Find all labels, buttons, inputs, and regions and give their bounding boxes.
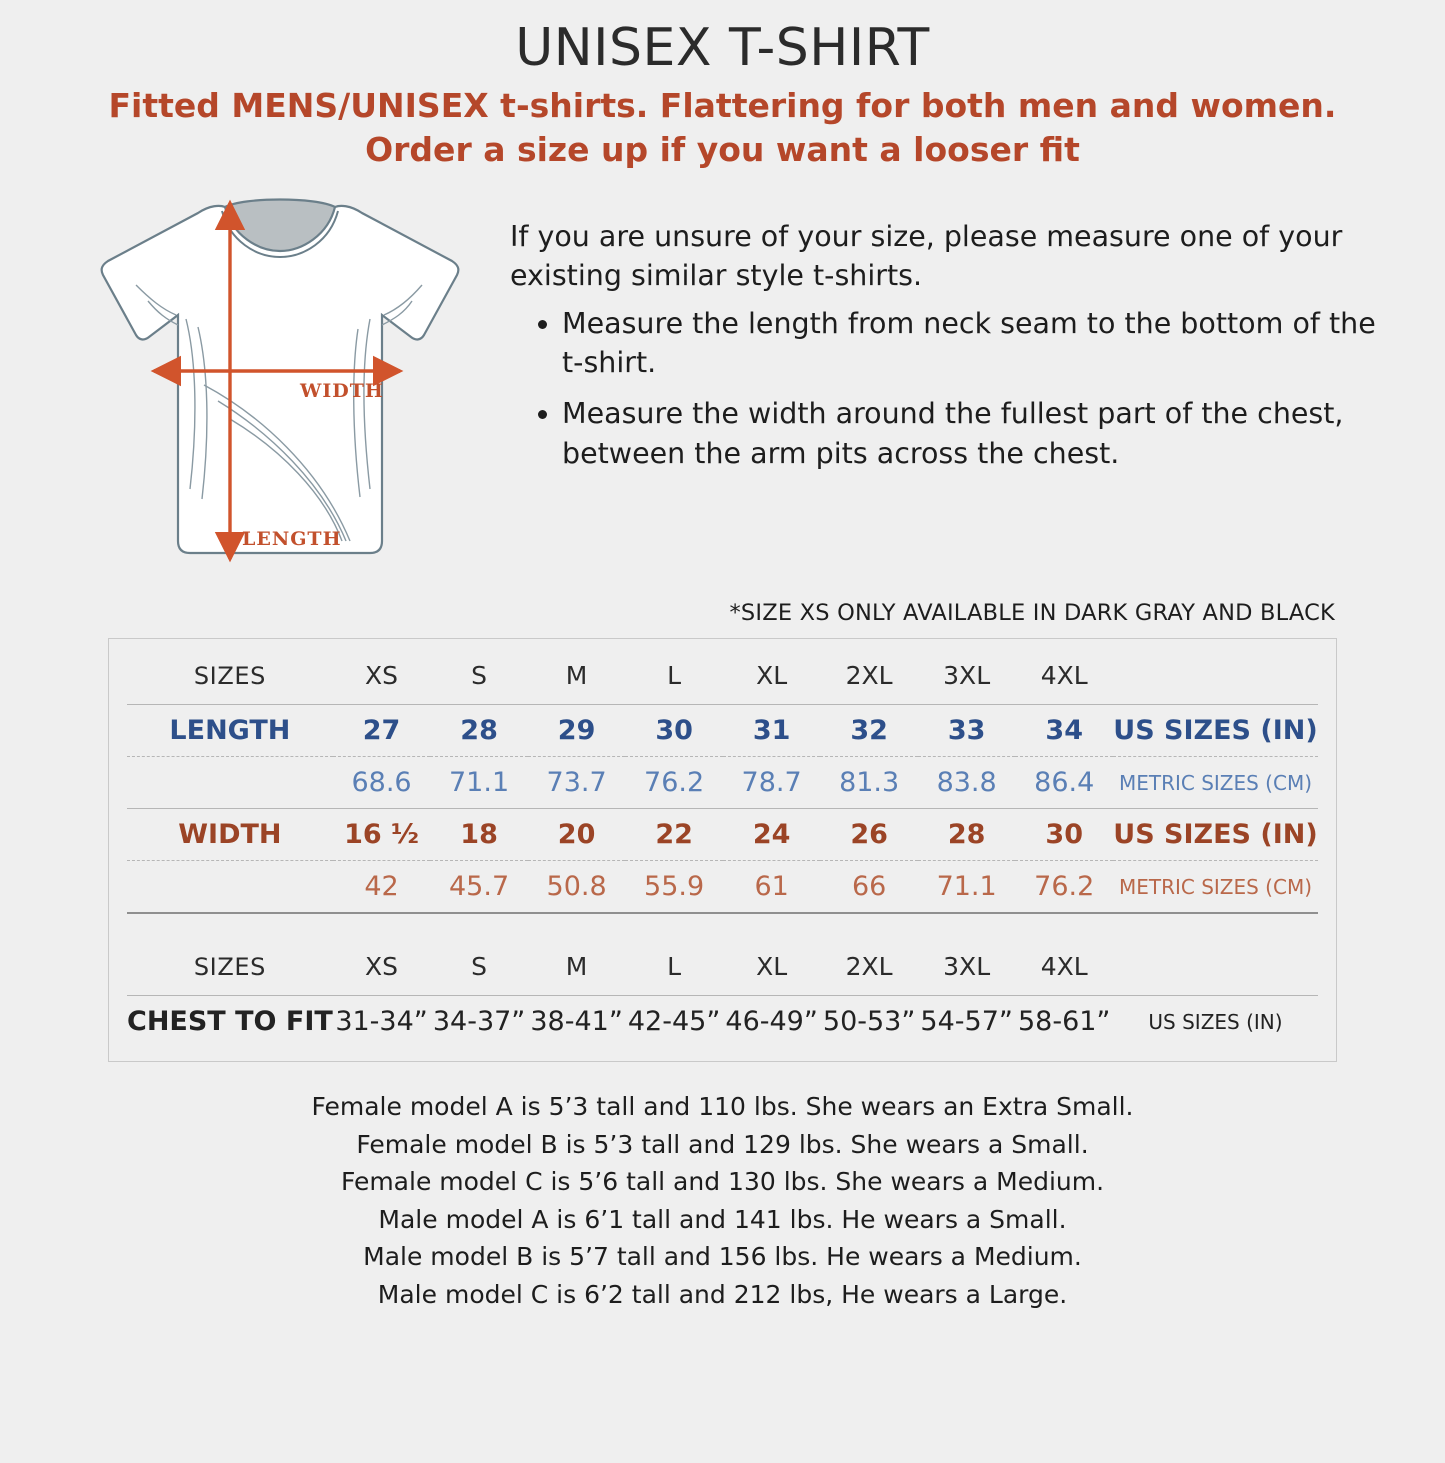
column-header-sizes: SIZES <box>193 661 266 690</box>
column-header-size-chest: L <box>667 952 682 982</box>
table-row-width-in <box>127 809 1318 861</box>
cell-width-cm-l: 55.9 <box>625 861 723 914</box>
cell-width-cm-4xl: 76.2 <box>1015 861 1113 914</box>
availability-note: *SIZE XS ONLY AVAILABLE IN DARK GRAY AND BLACK <box>729 600 1335 627</box>
cell-width-cm-3xl: 71.1 <box>918 861 1016 914</box>
tshirt-icon <box>70 189 490 589</box>
table-row-length-cm <box>127 757 1318 809</box>
column-header-size-chest: M <box>565 952 588 982</box>
model-note-line: Male model A is 6’1 tall and 141 lbs. He wears a Small. <box>378 1204 1067 1234</box>
table-row-length-in <box>127 705 1318 757</box>
column-header-size: 3XL <box>943 661 991 691</box>
page-subtitle <box>60 84 1385 171</box>
cell-width-xs: 16 ½ <box>333 809 431 861</box>
cell-length-cm-2xl: 81.3 <box>820 757 918 809</box>
cell-length-cm-xs: 68.6 <box>333 757 431 809</box>
row-label-width-metric <box>127 861 333 914</box>
instructions-bullets <box>510 304 1405 473</box>
cell-length-cm-s: 71.1 <box>430 757 528 809</box>
table-row-chest-to-fit <box>127 996 1318 1048</box>
cell-length-xl: 31 <box>723 705 821 757</box>
column-header-size-chest: 2XL <box>845 952 893 982</box>
column-header-size: L <box>667 661 682 691</box>
list-item: • Measure the width around the fullest part of the chest, between the arm pits across the chest. <box>562 394 1405 473</box>
size-chart-table <box>108 638 1337 1062</box>
model-note-line: Female model A is 5’3 tall and 110 lbs. She wears an Extra Small. <box>311 1092 1134 1122</box>
cell-chest-4xl: 58-61” <box>1015 996 1113 1048</box>
cell-width-cm-m: 50.8 <box>528 861 626 914</box>
column-header-size: M <box>565 661 588 691</box>
cell-length-cm-4xl: 86.4 <box>1015 757 1113 809</box>
row-label-length: LENGTH <box>127 705 333 757</box>
subtitle-line-2: Order a size up if you want a looser fit <box>365 129 1080 169</box>
cell-length-cm-3xl: 83.8 <box>918 757 1016 809</box>
cell-width-4xl: 30 <box>1015 809 1113 861</box>
row-label-chest-to-fit: CHEST TO FIT <box>127 996 333 1048</box>
cell-width-s: 18 <box>430 809 528 861</box>
model-note-line: Male model B is 5’7 tall and 156 lbs. He wears a Medium. <box>363 1242 1082 1272</box>
cell-chest-s: 34-37” <box>430 996 528 1048</box>
cell-width-l: 22 <box>625 809 723 861</box>
model-note-line: Female model C is 5’6 tall and 130 lbs. She wears a Medium. <box>340 1167 1105 1197</box>
column-header-size-chest: XS <box>365 952 399 982</box>
cell-chest-xs: 31-34” <box>333 996 431 1048</box>
cell-width-cm-s: 45.7 <box>430 861 528 914</box>
cell-chest-3xl: 54-57” <box>918 996 1016 1048</box>
column-header-size: 2XL <box>845 661 893 691</box>
column-header-size-chest: XL <box>756 952 788 982</box>
table-row-header-chest <box>127 942 1318 996</box>
top-section <box>0 189 1445 594</box>
unit-label-width-metric: METRIC SIZES (CM) <box>1113 861 1318 914</box>
model-note-line: Female model B is 5’3 tall and 129 lbs. She wears a Small. <box>356 1129 1089 1159</box>
cell-width-2xl: 26 <box>820 809 918 861</box>
cell-length-xs: 27 <box>333 705 431 757</box>
cell-chest-xl: 46-49” <box>723 996 821 1048</box>
cell-width-cm-xs: 42 <box>333 861 431 914</box>
cell-width-3xl: 28 <box>918 809 1016 861</box>
cell-width-cm-xl: 61 <box>723 861 821 914</box>
model-notes <box>0 1088 1445 1313</box>
column-header-unit <box>1113 651 1318 705</box>
measuring-instructions <box>490 189 1405 594</box>
cell-length-s: 28 <box>430 705 528 757</box>
page-title: UNISEX T-SHIRT <box>515 18 930 78</box>
column-header-size: S <box>471 661 487 691</box>
cell-length-l: 30 <box>625 705 723 757</box>
cell-width-cm-2xl: 66 <box>820 861 918 914</box>
row-label-length-metric <box>127 757 333 809</box>
table-section-divider <box>127 913 1318 942</box>
cell-length-2xl: 32 <box>820 705 918 757</box>
column-header-size: XL <box>756 661 788 691</box>
column-header-size-chest: S <box>471 952 487 982</box>
unit-label-width-us: US SIZES (IN) <box>1113 809 1318 861</box>
unit-label-length-metric: METRIC SIZES (CM) <box>1113 757 1318 809</box>
column-header-size: 4XL <box>1040 661 1088 691</box>
cell-chest-l: 42-45” <box>625 996 723 1048</box>
cell-width-xl: 24 <box>723 809 821 861</box>
cell-width-m: 20 <box>528 809 626 861</box>
cell-length-cm-m: 73.7 <box>528 757 626 809</box>
cell-length-cm-xl: 78.7 <box>723 757 821 809</box>
column-header-size: XS <box>365 661 399 691</box>
cell-chest-2xl: 50-53” <box>820 996 918 1048</box>
cell-length-m: 29 <box>528 705 626 757</box>
cell-length-cm-l: 76.2 <box>625 757 723 809</box>
cell-length-3xl: 33 <box>918 705 1016 757</box>
table-row-header <box>127 651 1318 705</box>
length-measure-label: LENGTH <box>242 528 342 551</box>
column-header-size-chest: 4XL <box>1040 952 1088 982</box>
column-header-sizes-chest: SIZES <box>193 952 266 981</box>
column-header-size-chest: 3XL <box>943 952 991 982</box>
unit-label-length-us: US SIZES (IN) <box>1113 705 1318 757</box>
row-label-width: WIDTH <box>127 809 333 861</box>
subtitle-line-1: Fitted MENS/UNISEX t-shirts. Flattering for both men and women. <box>108 86 1337 125</box>
model-note-line: Male model C is 6’2 tall and 212 lbs, He wears a Large. <box>377 1279 1068 1309</box>
width-measure-label: WIDTH <box>300 380 384 403</box>
list-item: • Measure the length from neck seam to the bottom of the t-shirt. <box>562 304 1405 383</box>
size-chart-page <box>0 18 1445 1463</box>
cell-chest-m: 38-41” <box>528 996 626 1048</box>
table-row-width-cm <box>127 861 1318 914</box>
measurements-table <box>127 651 1318 1047</box>
column-header-unit-chest <box>1113 942 1318 996</box>
cell-length-4xl: 34 <box>1015 705 1113 757</box>
unit-label-chest-us: US SIZES (IN) <box>1113 996 1318 1048</box>
instructions-intro: If you are unsure of your size, please measure one of your existing similar style t-shirts. <box>510 220 1343 293</box>
tshirt-diagram <box>70 189 490 594</box>
